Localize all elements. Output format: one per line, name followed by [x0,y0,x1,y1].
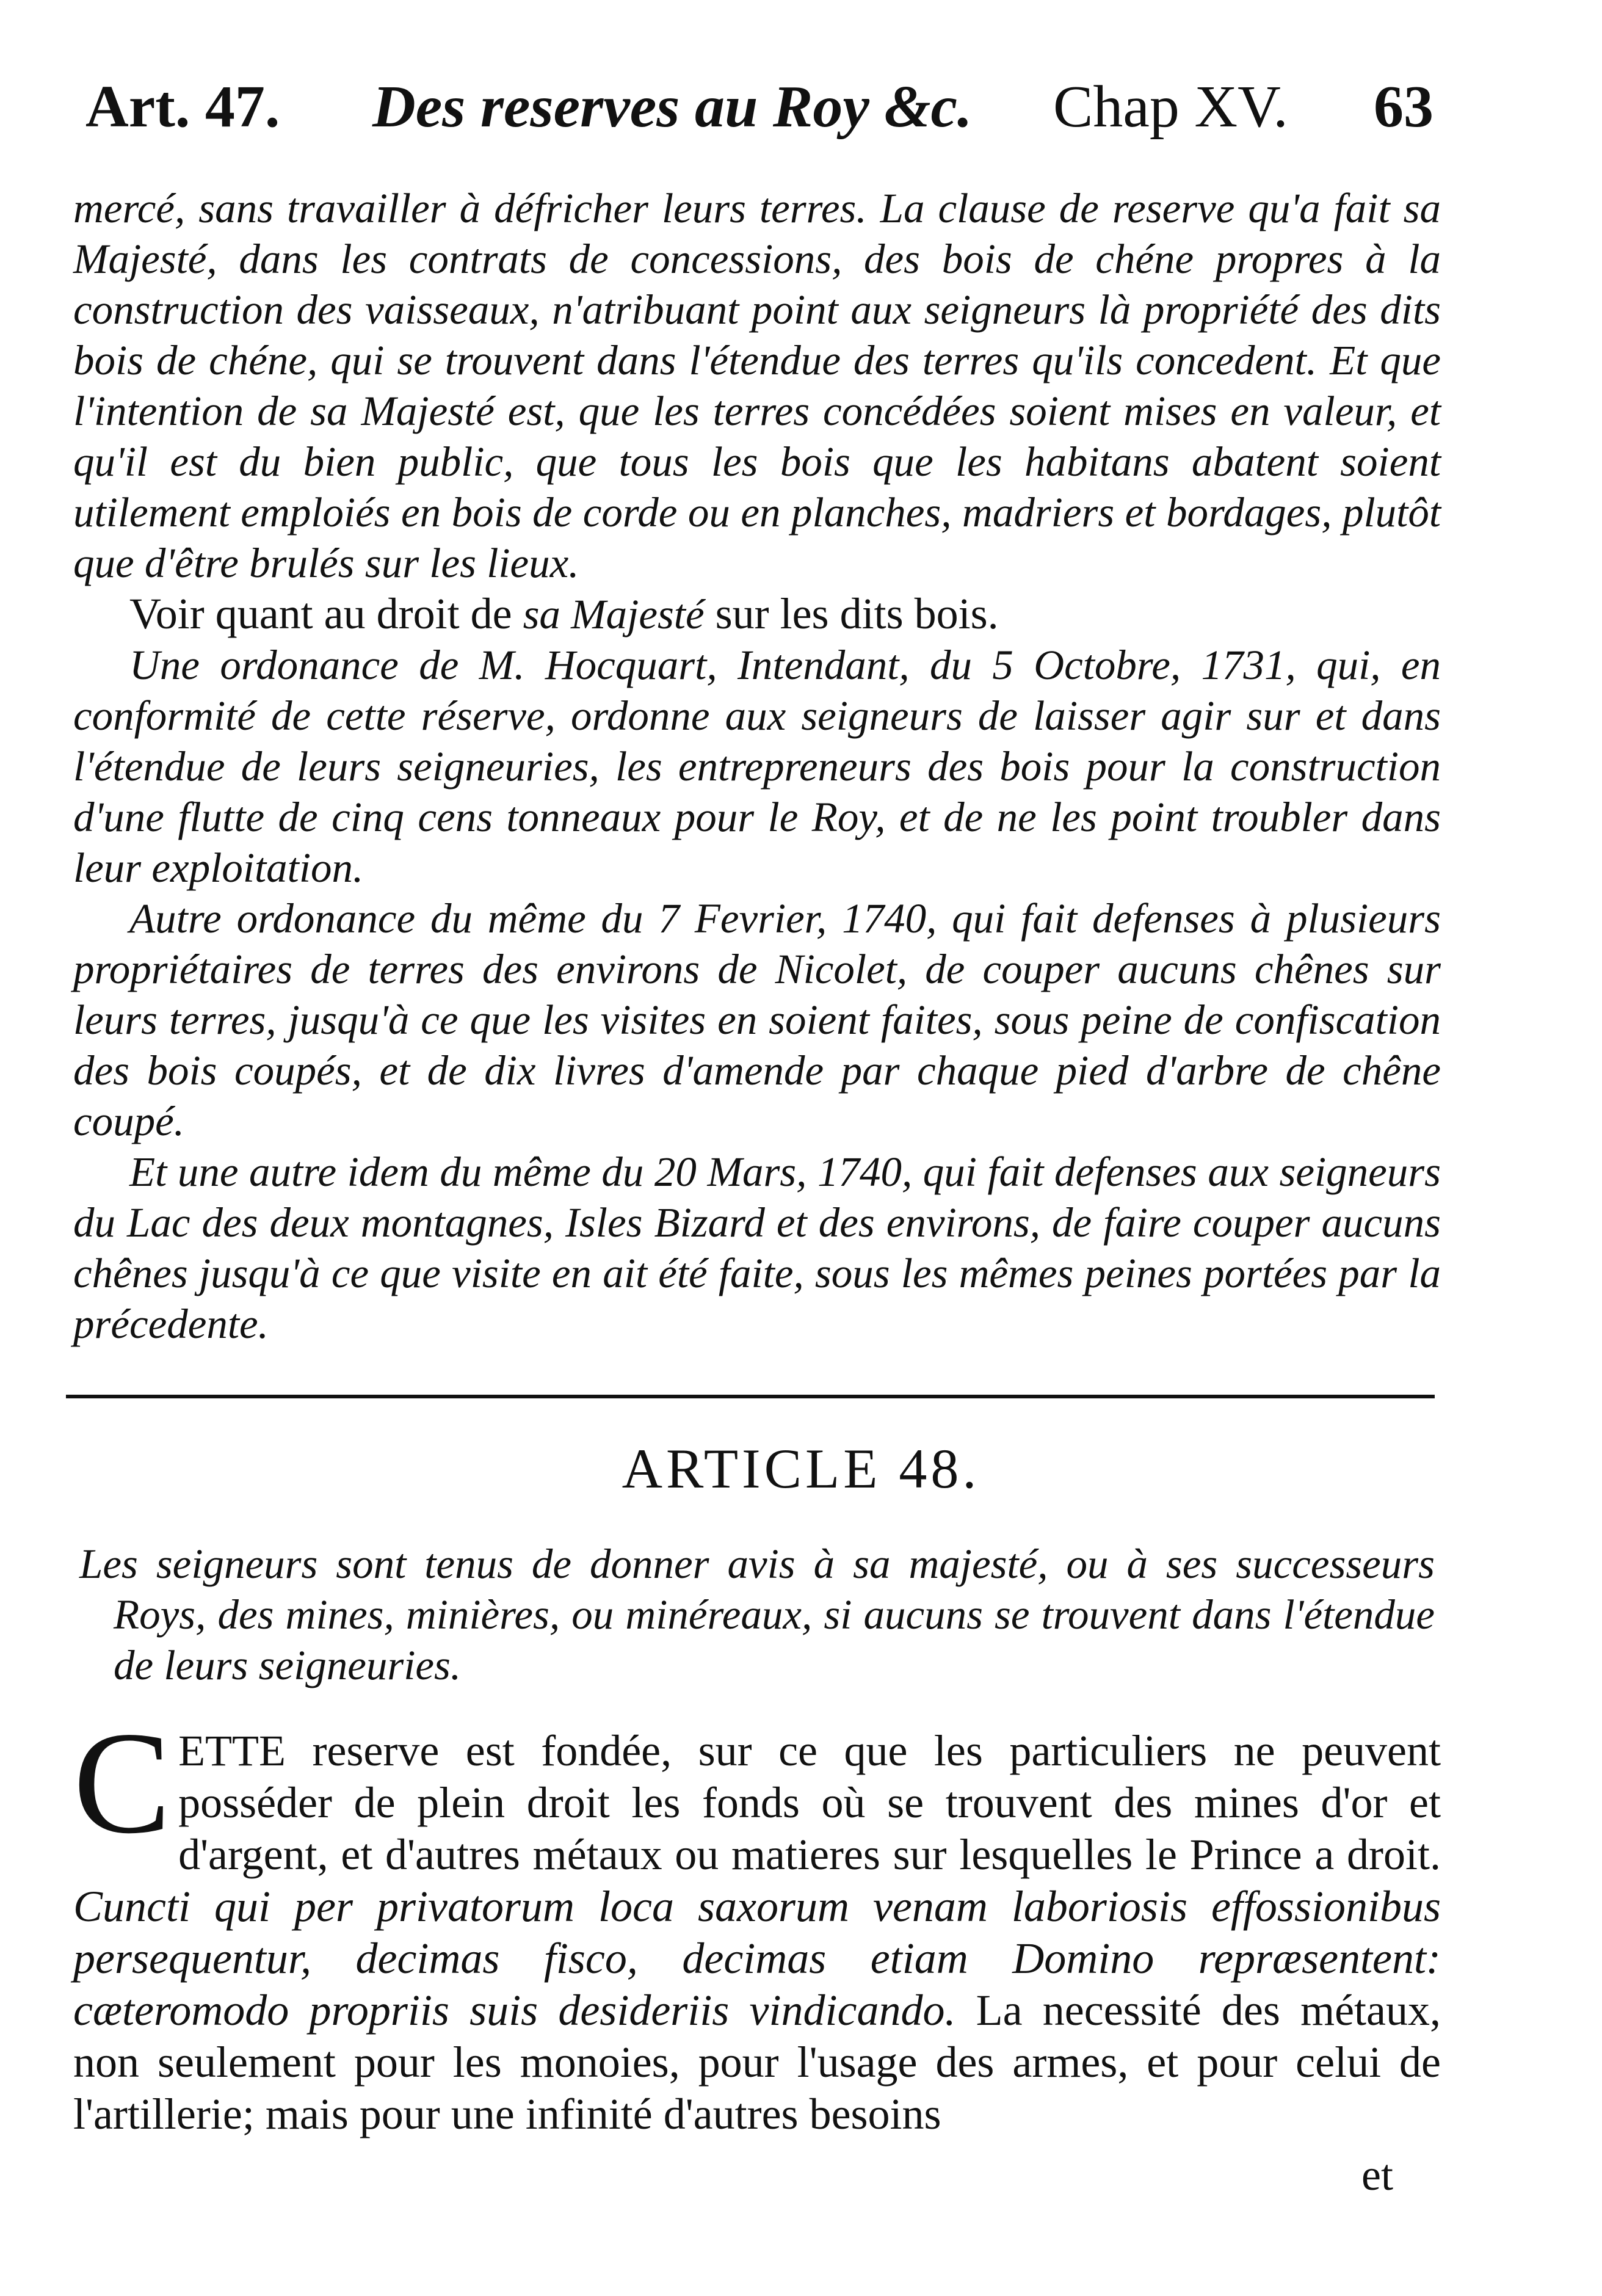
article-heading: ARTICLE 48. [622,1437,980,1500]
article-summary [79,1539,1435,1691]
article-47-continuation [73,183,1441,1350]
header-chapter: Chap XV. [1053,74,1288,140]
header-article: Art. 47. [85,74,280,140]
reference-italic: sa Majesté [523,591,705,638]
section-divider [66,1395,1435,1398]
paragraph: Une ordonance de M. Hocquart, Intendant, du 5 Octobre, 1731, qui, en conformité de cette réserve, ordonne aux seigneurs de laisser agir sur et dans l'étendue de leurs seigneuries, les entrepreneurs des bois pour la construction d'une flutte de cinq cens tonneaux pour le Roy, et de ne les point troubler dans leur exploitation. [73,642,1441,891]
running-header [85,73,1447,147]
body-text-continued: La necessité des métaux, non seulement pour les monoies, pour l'usage des armes, et pour celui de l'artillerie; mais pour une infinité d'autres besoins [73,1986,1441,2138]
page-number: 63 [1374,74,1433,140]
paragraph: Autre ordonance du même du 7 Fevrier, 1740, qui fait defenses à plusieurs propriétaires de terres des environs de Nicolet, de couper aucuns chênes sur leurs terres, jusqu'à ce que les visites en soient faites, sous peine de confiscation des bois coupés, et de dix livres d'amende par chaque pied d'arbre de chêne coupé. [73,895,1441,1144]
paragraph: mercé, sans travailler à défricher leurs terres. La clause de reserve qu'a fait sa Majesté, dans les contrats de concessions, des bois de chéne propres à la construction des vaisseaux, n'atribuant point aux seigneurs là propriété des dits bois de chéne, qui se trouvent dans l'étendue des terres qu'ils concedent. Et que l'intention de sa Majesté est, que les terres concédées soient mises en valeur, et qu'il est du bien public, que tous les bois que les habitans abatent soient utilement emploiés en bois de corde ou en planches, madriers et bordages, plutôt que d'être brulés sur les lieux. [73,185,1441,586]
header-title: Des reserves au Roy &c. [372,74,973,140]
drop-cap: C [73,1701,172,1864]
reference-text-end: sur les dits bois. [704,589,999,638]
summary-text: Les seigneurs sont tenus de donner avis à sa majesté, ou à ses successeurs Roys, des mines, minières, ou minéreaux, si aucuns se trouvent dans l'étendue de leurs seigneuries. [79,1541,1435,1688]
body-text: ETTE reserve est fondée, sur ce que les particuliers ne peuvent posséder de plein droit les fonds où se trouvent des mines d'or et d'argent, et d'autres métaux ou matieres sur lesquelles le Prince a droit. [178,1726,1441,1879]
paragraph: Et une autre idem du même du 20 Mars, 1740, qui fait defenses aux seigneurs du Lac des deux montagnes, Isles Bizard et des environs, de faire couper aucuns chênes jusqu'à ce que visite en ait été faite, sous les mêmes peines portées par la précedente. [73,1149,1441,1347]
catchword: et [1361,2151,1393,2200]
paragraph-reference [73,589,1441,640]
reference-text: Voir quant au droit de [129,589,523,638]
article-48-body [73,1701,1441,2140]
latin-quotation: Cuncti qui per privatorum loca saxorum venam laboriosis effossionibus persequentur, decimas fisco, decimas etiam Domino repræsentent: cæteromodo propriis suis desideriis vindicando. [73,1882,1441,2035]
